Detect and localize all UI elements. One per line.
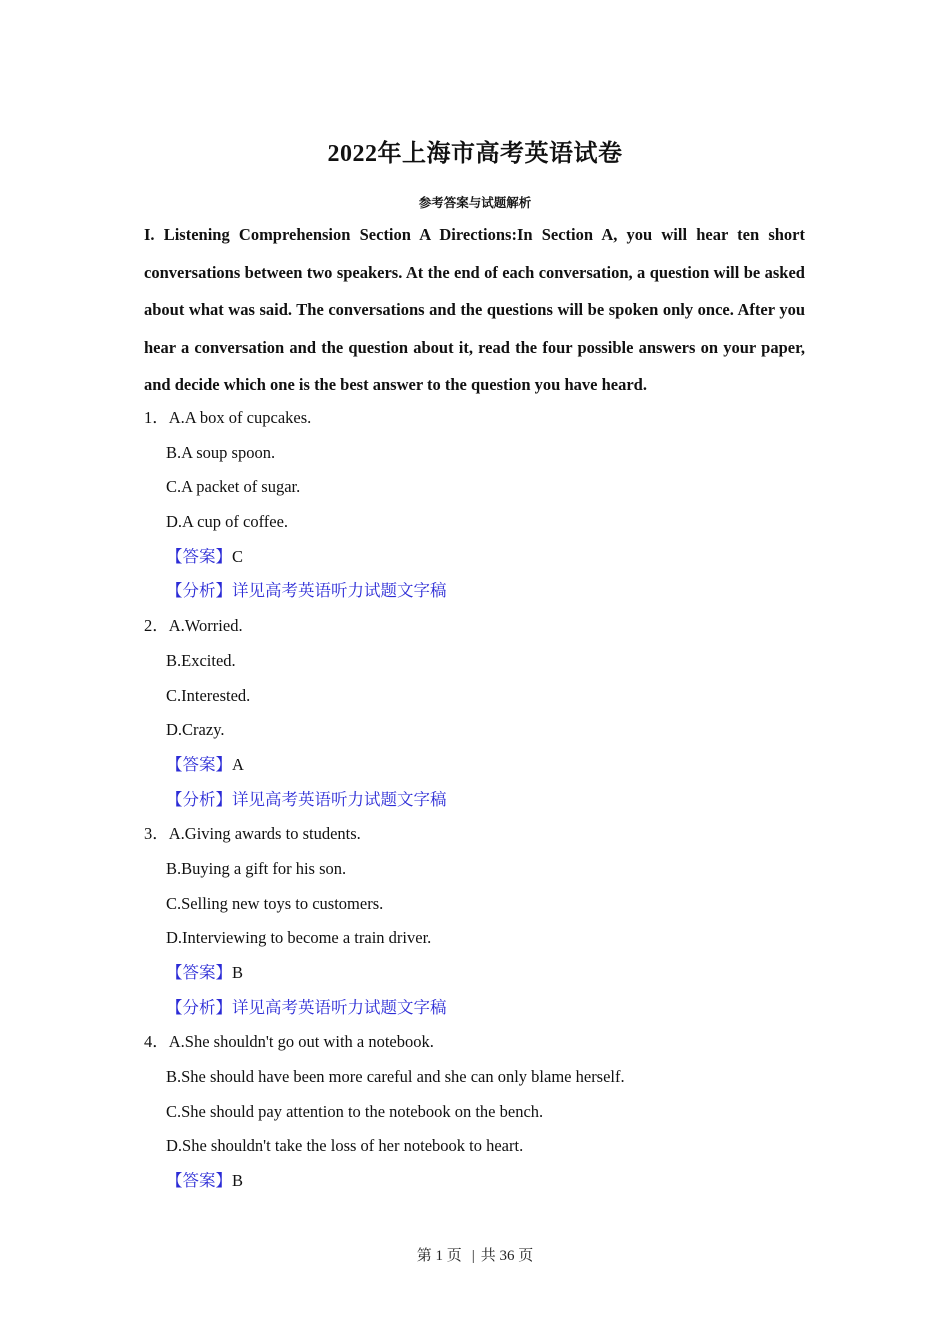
analysis-tag: 【分析】 <box>166 789 232 809</box>
option-a: A.She shouldn't go out with a notebook. <box>168 1032 434 1052</box>
answer-line <box>144 748 824 783</box>
answer-line <box>144 1164 824 1199</box>
analysis-line <box>144 783 824 818</box>
option-b: B.She should have been more careful and she can only blame herself. <box>166 1067 625 1087</box>
page-number-current: 第 1 页 <box>416 1248 462 1264</box>
question-number: 1． <box>144 408 169 427</box>
answer-tag: 【答案】 <box>166 1171 232 1191</box>
question-number: 3． <box>144 824 169 844</box>
question-item <box>144 401 824 609</box>
option-d: D.Interviewing to become a train driver. <box>166 928 432 948</box>
option-d: D.Crazy. <box>166 720 225 740</box>
option-b: B.Excited. <box>166 650 236 670</box>
question-first-line <box>144 817 824 852</box>
question-first-line <box>144 401 824 436</box>
question-item <box>144 1025 824 1198</box>
section-directions: I. Listening Comprehension Section A Directions:In Section A, you will hear ten short conversations between two speakers. At the end of each conversation, a question will be asked about what was said. The conversations and the questions will be spoken only once. After you hear a conversation and the question about it, read the four possible answers on your paper, and decide which one is the best answer to the question you have heard. <box>144 225 805 394</box>
page-title: 2022年上海市高考英语试卷 <box>327 141 623 167</box>
page-footer <box>0 1244 950 1265</box>
question-number: 4． <box>144 1032 169 1052</box>
option-b: B.A soup spoon. <box>166 442 276 462</box>
option-d: D.A cup of coffee. <box>166 512 289 532</box>
option-c: C.She should pay attention to the notebook on the bench. <box>166 1101 544 1121</box>
answer-line <box>144 540 824 575</box>
option-c: C.A packet of sugar. <box>166 477 301 497</box>
analysis-line <box>144 991 824 1026</box>
option-c: C.Interested. <box>166 685 251 705</box>
footer-separator: | <box>471 1248 475 1264</box>
analysis-text: 详见高考英语听力试题文字稿 <box>232 997 447 1017</box>
analysis-tag: 【分析】 <box>166 581 232 601</box>
answer-line <box>144 956 824 991</box>
question-item <box>144 609 824 817</box>
analysis-text: 详见高考英语听力试题文字稿 <box>232 789 447 809</box>
option-a: A.Giving awards to students. <box>168 824 361 844</box>
analysis-line <box>144 574 824 609</box>
analysis-tag: 【分析】 <box>166 997 232 1017</box>
answer-value: B <box>232 963 244 982</box>
question-first-line <box>144 1025 824 1060</box>
page-subtitle: 参考答案与试题解析 <box>418 195 532 210</box>
option-a: A.Worried. <box>168 616 243 636</box>
analysis-text: 详见高考英语听力试题文字稿 <box>232 581 447 601</box>
answer-tag: 【答案】 <box>166 754 232 774</box>
answer-value: B <box>232 1171 244 1191</box>
option-c: C.Selling new toys to customers. <box>166 893 384 913</box>
question-item <box>144 817 824 1025</box>
question-number: 2． <box>144 616 169 636</box>
answer-value: C <box>232 546 244 566</box>
page-number-total: 共 36 页 <box>480 1248 534 1264</box>
answer-tag: 【答案】 <box>166 546 232 566</box>
option-d: D.She shouldn't take the loss of her notebook to heart. <box>166 1136 524 1156</box>
answer-tag: 【答案】 <box>166 963 232 982</box>
option-a: A.A box of cupcakes. <box>168 408 312 427</box>
question-first-line <box>144 609 824 644</box>
option-b: B.Buying a gift for his son. <box>166 858 347 878</box>
answer-value: A <box>232 754 244 774</box>
question-list <box>144 401 824 1199</box>
